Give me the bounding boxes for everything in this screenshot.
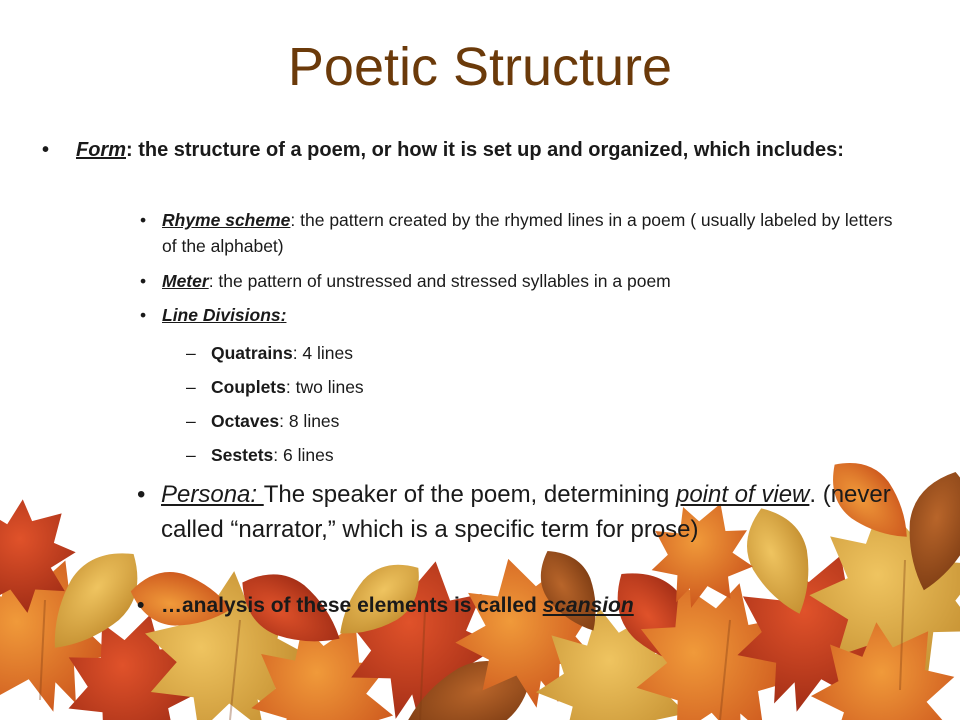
bullet-icon: • bbox=[42, 139, 50, 161]
division-text: : 4 lines bbox=[292, 343, 354, 363]
scansion-link[interactable]: scansion bbox=[542, 594, 634, 617]
slide-title: Poetic Structure bbox=[287, 37, 673, 97]
analysis-item bbox=[137, 591, 906, 621]
form-text: : the structure of a poem, or how it is set up and organized, which includes: bbox=[126, 139, 844, 161]
form-item bbox=[42, 136, 916, 165]
division-item-octaves bbox=[186, 408, 811, 434]
division-item-couplets bbox=[186, 374, 811, 400]
division-text: : 8 lines bbox=[279, 411, 340, 431]
division-term: Quatrains bbox=[211, 343, 293, 363]
dash-icon: – bbox=[186, 377, 196, 397]
meter-term: Meter bbox=[162, 271, 209, 291]
persona-text: The speaker of the poem, determining bbox=[263, 481, 676, 508]
division-item-quatrains bbox=[186, 340, 811, 366]
rhyme-scheme-item bbox=[140, 207, 902, 259]
line-divisions-term: Line Divisions bbox=[162, 305, 281, 325]
form-term: Form bbox=[76, 139, 126, 161]
dash-icon: – bbox=[186, 411, 196, 431]
division-text: : 6 lines bbox=[273, 445, 334, 465]
division-term: Couplets bbox=[211, 377, 286, 397]
persona-item bbox=[137, 477, 906, 547]
analysis-text: …analysis of these elements is called bbox=[161, 594, 543, 617]
division-item-sestets bbox=[186, 442, 811, 468]
bullet-icon: • bbox=[137, 481, 146, 508]
meter-item bbox=[140, 268, 902, 294]
meter-text: : the pattern of unstressed and stressed syllables in a poem bbox=[208, 271, 671, 291]
persona-term: Persona: bbox=[161, 481, 264, 508]
division-text: : two lines bbox=[285, 377, 364, 397]
line-divisions-colon: : bbox=[280, 305, 287, 325]
bullet-icon: • bbox=[140, 271, 147, 291]
bullet-icon: • bbox=[137, 594, 145, 617]
dash-icon: – bbox=[186, 343, 196, 363]
point-of-view-link[interactable]: point of view bbox=[675, 481, 810, 508]
line-divisions-item bbox=[140, 302, 902, 328]
division-term: Sestets bbox=[211, 445, 274, 465]
rhyme-scheme-term: Rhyme scheme bbox=[162, 210, 291, 230]
division-term: Octaves bbox=[211, 411, 280, 431]
bullet-icon: • bbox=[140, 305, 147, 325]
bullet-icon: • bbox=[140, 210, 147, 230]
rhyme-scheme-text: : the pattern created by the rhymed lines in a poem ( usually labeled by letters of the alphabet) bbox=[162, 210, 893, 256]
persona-text-2: . (never called “narrator,” which is a specific term for prose) bbox=[161, 481, 891, 543]
dash-icon: – bbox=[186, 445, 196, 465]
